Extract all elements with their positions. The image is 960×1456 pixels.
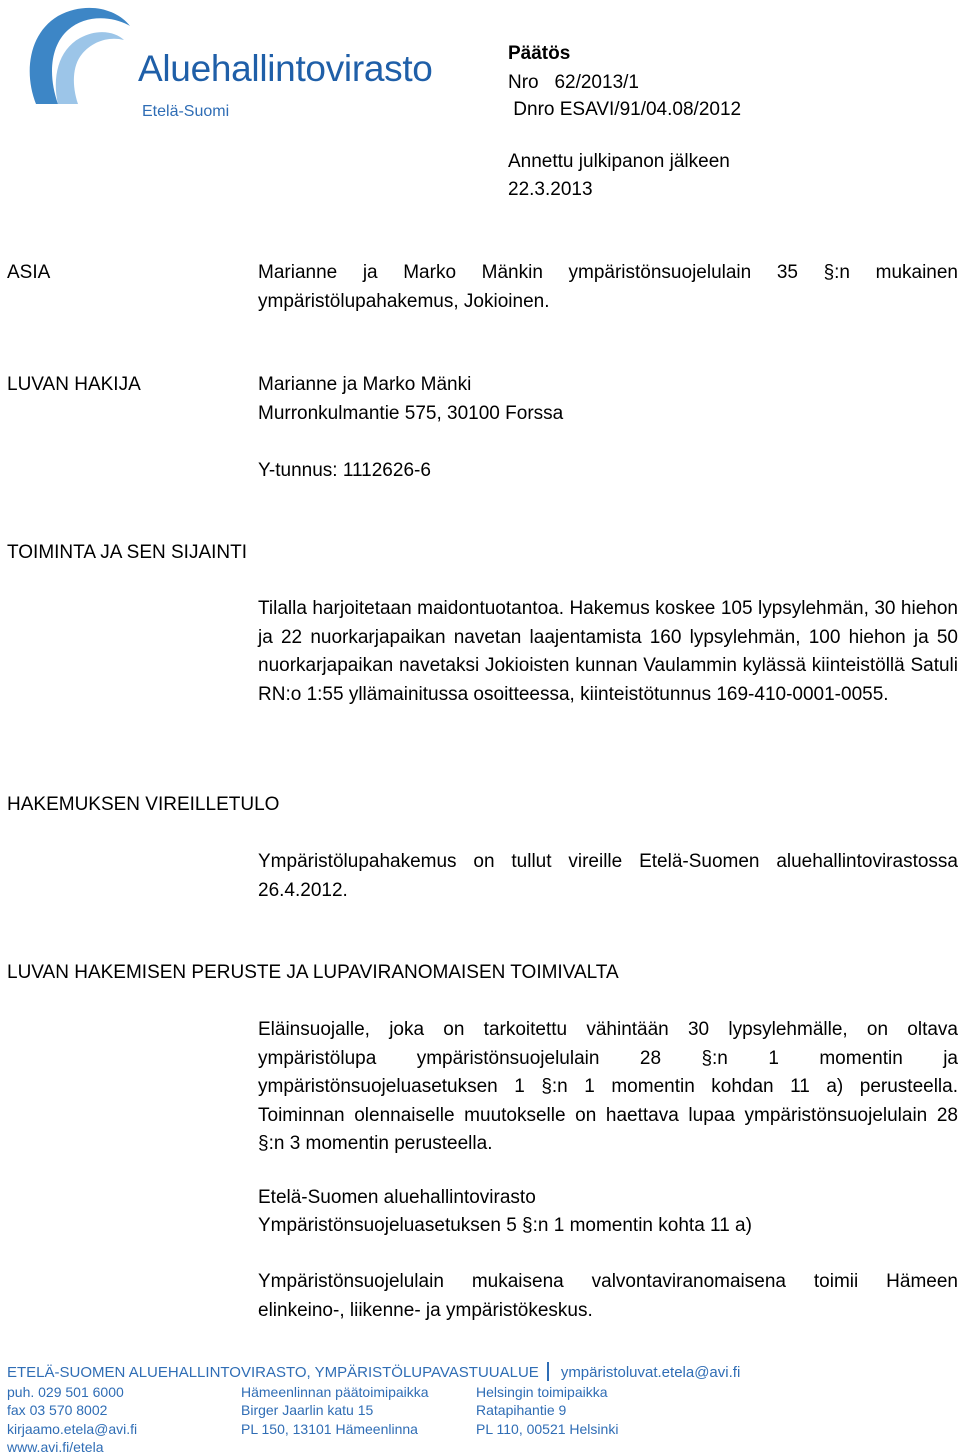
section-label-peruste: LUVAN HAKEMISEN PERUSTE JA LUPAVIRANOMAISEN TOIMIVALTA [7,962,619,983]
decision-title: Päätös [508,43,571,64]
decision-number: Nro 62/2013/1 [508,72,639,93]
footer-contact [7,1383,137,1456]
applicant-address: Murronkulmantie 575, 30100 Forssa [258,403,564,424]
asia-text: Marianne ja Marko Mänkin ympäristönsuojelulain 35 §:n mukainen ympäristölupahakemus, Jokioinen. [258,262,958,312]
section-label-vireilletulo: HAKEMUKSEN VIREILLETULO [7,794,280,815]
section-label-asia: ASIA [7,262,51,283]
footer-email[interactable]: kirjaamo.etela@avi.fi [7,1420,138,1437]
footer-hameenlinna [241,1383,429,1438]
footer-hml-po: PL 150, 13101 Hämeenlinna [241,1420,418,1437]
footer-email-main[interactable]: ympäristoluvat.etela@avi.fi [560,1364,741,1381]
region-name: Etelä-Suomi [142,103,230,120]
footer-org: ETELÄ-SUOMEN ALUEHALLINTOVIRASTO, YMPÄRISTÖLUPAVASTUUALUE [7,1364,539,1381]
applicant-ytunnus: Y-tunnus: 1112626-6 [258,460,431,481]
footer-hml-title: Hämeenlinnan päätoimipaikka [241,1384,429,1400]
footer-website[interactable]: www.avi.fi/etela [7,1438,104,1455]
authority-line-2: Ympäristönsuojeluasetuksen 5 §:n 1 momentin kohta 11 a) [258,1215,752,1236]
supervision-paragraph: Ympäristönsuojelulain mukaisena valvontaviranomaisena toimii Hämeen elinkeino-, liikenne- ja ympäristökeskus. [258,1271,958,1321]
footer-hki-title: Helsingin toimipaikka [476,1384,608,1400]
footer-hml-street: Birger Jaarlin katu 15 [241,1402,374,1419]
logo-text: Aluehallintovirasto [138,48,433,89]
section-label-toiminta: TOIMINTA JA SEN SIJAINTI [7,542,248,563]
peruste-paragraph: Eläinsuojalle, joka on tarkoitettu vähintään 30 lypsylehmälle, on oltava ympäristölupa ympäristönsuojelulain 28 §:n 1 momentin ja ympäristönsuojeluasetuksen 1 §:n 1 momentin kohdan 11 a) perusteella. Toiminnan olennaiselle muutokselle on haettava lupaa ympäristönsuojelulain 28 §:n 3 momentin perusteella. [258,1019,958,1154]
section-label-hakija: LUVAN HAKIJA [7,374,141,395]
toiminta-text: Tilalla harjoitetaan maidontuotantoa. Hakemus koskee 105 lypsylehmän, 30 hiehon ja 22 nuorkarjapaikan navetan laajentamista 160 lypsylehmän, 100 hiehon ja 50 nuorkarjapaikan navetaksi Jokioisten kunnan Vaulammin kylässä kiinteistöllä Satuli RN:o 1:55 yllämainitussa osoitteessa, kiinteistötunnus 169-410-0001-0055. [258,598,958,705]
footer-hki-po: PL 110, 00521 Helsinki [476,1420,619,1437]
footer-helsinki [476,1383,618,1438]
footer-hki-street: Ratapihantie 9 [476,1402,567,1419]
footer-header [7,1362,740,1381]
dnro: Dnro ESAVI/91/04.08/2012 [508,99,742,120]
issued-date: 22.3.2013 [508,179,593,200]
authority-line-1: Etelä-Suomen aluehallintovirasto [258,1187,536,1208]
logo-swoosh-icon [18,4,138,114]
applicant-name: Marianne ja Marko Mänki [258,374,472,395]
footer-separator [547,1362,549,1381]
footer-fax: fax 03 570 8002 [7,1402,108,1419]
vireilletulo-text: Ympäristölupahakemus on tullut vireille Etelä-Suomen aluehallintovirastossa 26.4.2012. [258,851,958,901]
footer-phone: puh. 029 501 6000 [7,1384,124,1400]
issued-label: Annettu julkipanon jälkeen [508,151,730,172]
